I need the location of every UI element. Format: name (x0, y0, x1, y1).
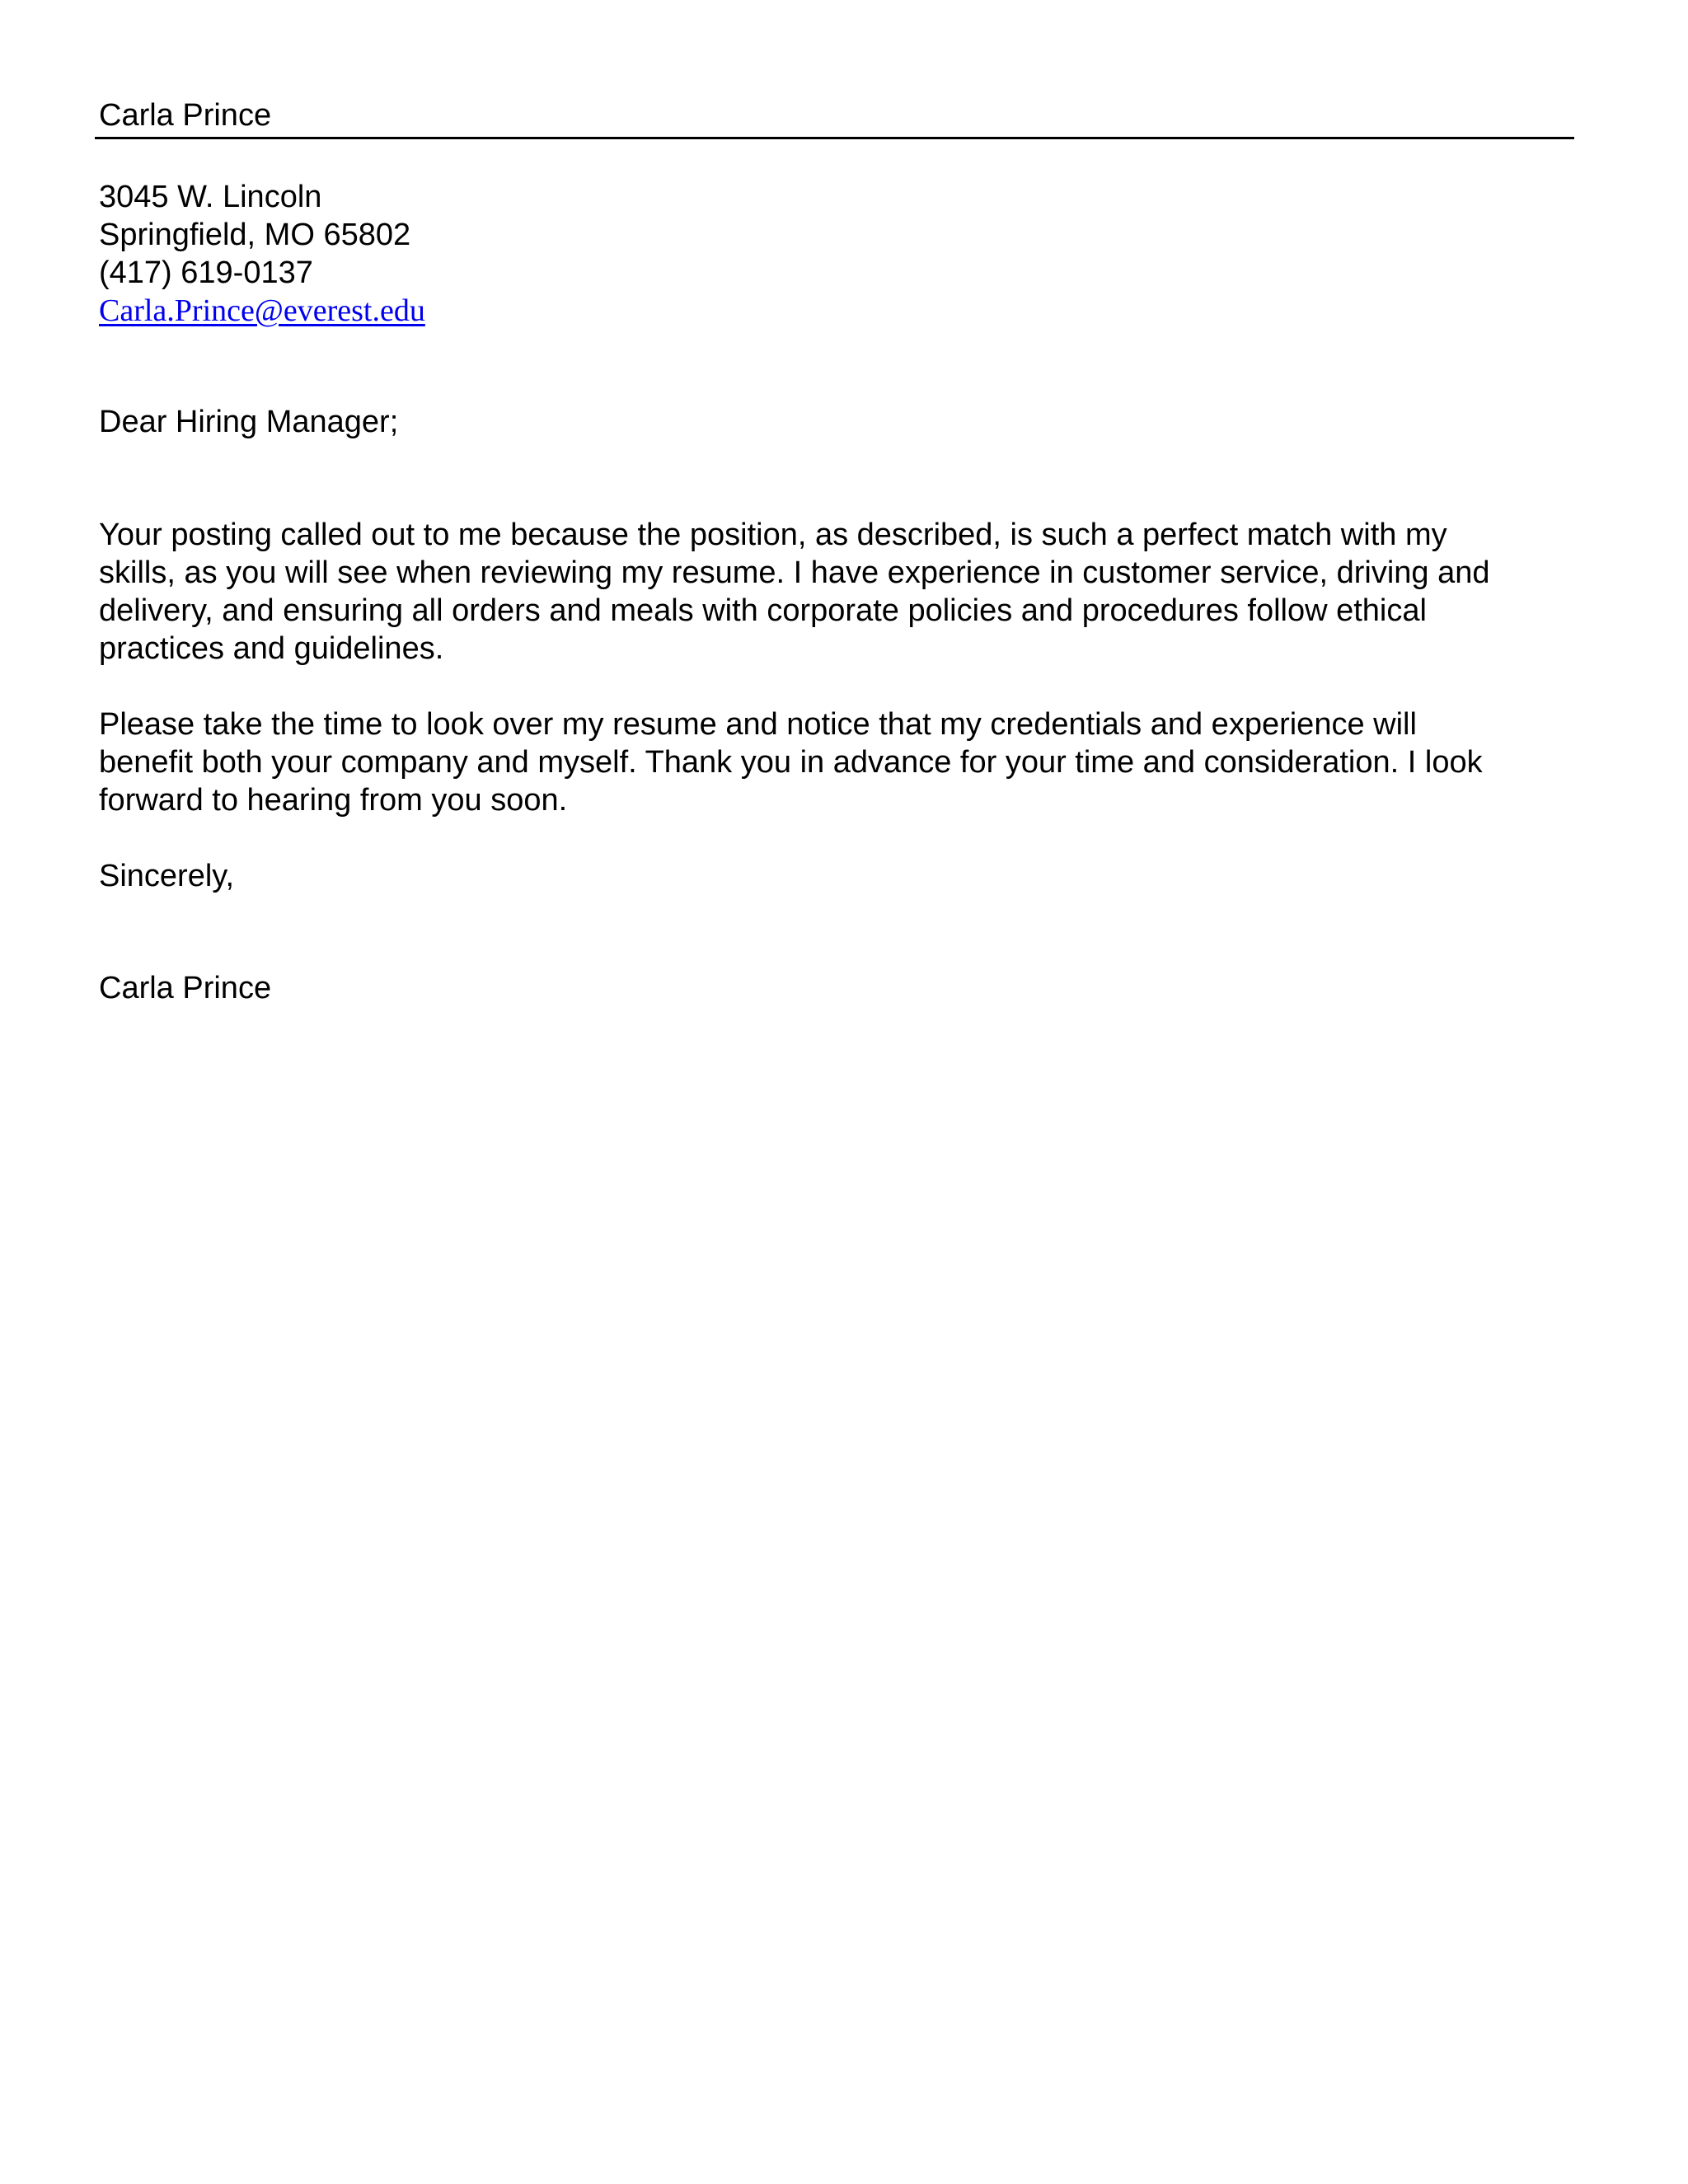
paragraph-line: Your posting called out to me because the position, as described, is such a perfect match with my (99, 518, 1447, 552)
header-divider (95, 137, 1574, 139)
body-paragraph-2 (99, 705, 1582, 819)
address-phone: (417) 619-0137 (99, 255, 313, 290)
paragraph-line: forward to hearing from you soon. (99, 783, 568, 818)
paragraph-line: practices and guidelines. (99, 631, 444, 666)
header-name: Carla Prince (99, 98, 272, 133)
body-paragraph-1 (99, 516, 1582, 668)
sender-address-block (99, 178, 425, 330)
paragraph-line: Please take the time to look over my resume and notice that my credentials and experience will (99, 707, 1417, 742)
email-link[interactable]: Carla.Prince@everest.edu (99, 293, 425, 328)
address-city-state-zip: Springfield, MO 65802 (99, 218, 411, 252)
salutation: Dear Hiring Manager; (99, 405, 399, 439)
closing: Sincerely, (99, 859, 235, 893)
paragraph-line: delivery, and ensuring all orders and meals with corporate policies and procedures follow ethical (99, 593, 1427, 628)
address-street: 3045 W. Lincoln (99, 180, 322, 214)
paragraph-line: benefit both your company and myself. Thank you in advance for your time and consideration. I look (99, 745, 1483, 780)
paragraph-line: skills, as you will see when reviewing my resume. I have experience in customer service, driving and (99, 555, 1490, 590)
signature-name: Carla Prince (99, 971, 272, 1005)
